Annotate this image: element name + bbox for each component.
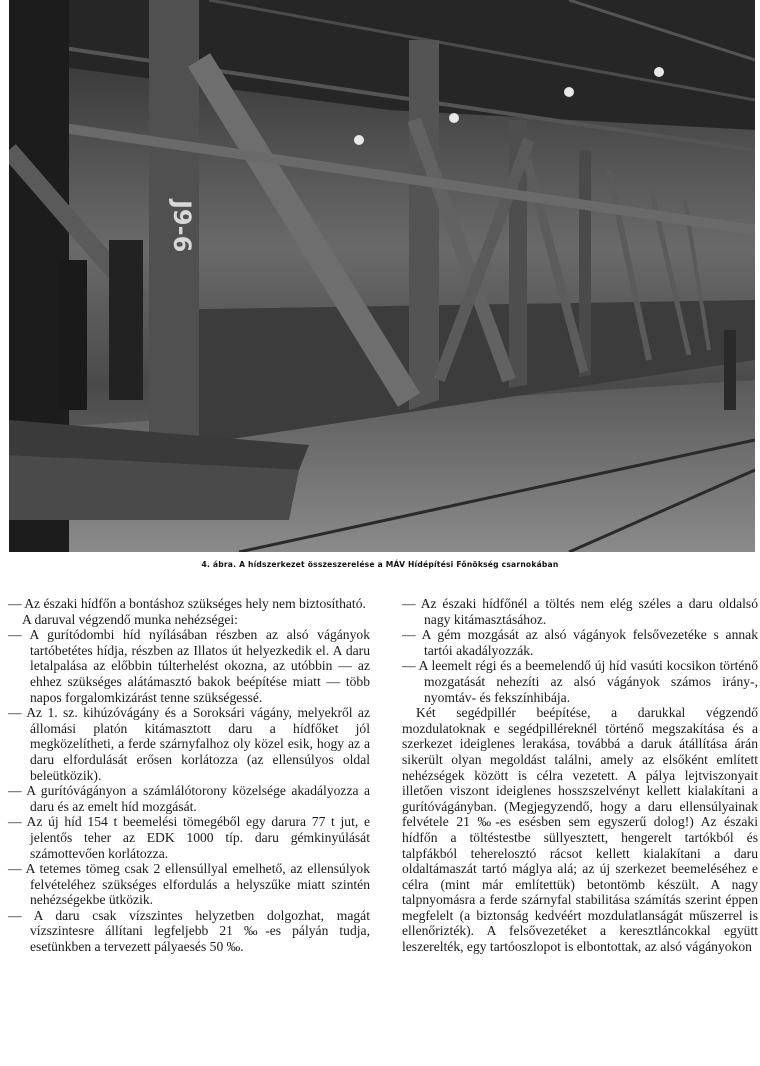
text-column-right [402, 596, 758, 955]
hall-lamp [654, 67, 664, 77]
worker-figure [109, 240, 143, 400]
beam-marking: J9-6 [168, 200, 196, 253]
paragraph: — Az új híd 154 t beemelési tömegéből egy darura 77 t jut, e jelentős teher az EDK 1000 típ. daru gémkinyúlását számottevően korlátozza. [8, 814, 370, 861]
text-column-left [8, 596, 370, 955]
paragraph: — Az északi hídfőn a bontáshoz szükséges hely nem biztosítható. [8, 596, 366, 611]
paragraph: — A tetemes tömeg csak 2 ellensúllyal emelhető, az ellensúlyok felvételéhez szükséges elfordulás a helyszűke miatt szintén nehézségekbe ütközik. [8, 861, 370, 908]
worker-figure [724, 330, 736, 410]
paragraph: — A daru csak vízszintes helyzetben dolgozhat, magát vízszintesre állítani legfeljebb 21 ‰-es pályán tudja, esetünkben a tervezett pályaesés 50 ‰. [8, 907, 370, 955]
assembly-hall-photo [9, 0, 755, 552]
hall-lamp [564, 87, 574, 97]
paragraph: Két segédpillér beépítése, a darukkal végzendő mozdulatoknak e segédpilléreknél történő megszakítása és a szerkezet ideiglenes lerakása, továbbá a daruk átállítása árán sikerült olyan megoldást találni, amely az elsőként említett nehézségek között is célra vezetett. A pálya lejtviszonyait illetően viszont ideiglenes hosszszelvényt kellett kialakítani a gurítóvágányban. (Megjegyzendő, hogy a daru ellensúlyainak felvétele 21 ‰-es esésben sem egyszerű dolog!) Az északi hídfőn a töltéstestbe süllyesztett, hengerelt tartókból és talpfákból teherelosztó rácsot kellett kialakítani a daru oldaltámaszát tartó máglya alá; az új szerkezet beemeléséhez e célra (mint már említettük) betontömb készült. A nagy talpnyomásra a ferde szárnyfal stabilitása számítás szerint éppen megfelelt (a biztonság kedvéért mozdulatlanságát műszerrel is ellenőrizték). A felsővezetéket a keresztláncokkal együtt leszerelték, egy tartóoszlopot is elbontottak, az alsó vágányokon [402, 705, 758, 955]
paragraph: — A gém mozgását az alsó vágányok felsővezetéke s annak tartói akadályozzák. [402, 627, 758, 658]
figure-caption [0, 560, 760, 569]
hall-lamp [354, 135, 364, 145]
worker-figure [59, 260, 87, 410]
paragraph: A daruval végzendő munka nehézségei: [22, 611, 238, 627]
paragraph: — A gurítóvágányon a számlálótorony közelsége akadályozza a daru és az emelt híd mozgását. [8, 783, 370, 814]
paragraph: — A leemelt régi és a beemelendő új híd vasúti kocsikon történő mozgatását nehezíti az alsó vágányok számos irány-, nyomtáv- és fekszínhibája. [402, 658, 758, 705]
hall-lamp [449, 113, 459, 123]
figure-number: 4. ábra. [201, 560, 237, 569]
paragraph: — A gurítódombi híd nyílásában részben az alsó vágányok tartóbetétes hídja, részben az Illatos út helyezkedik el. A daru letalpalása az előbbin túlterhelést okozna, az utóbbin — az ehhez szükséges alátámasztó bakok beépítése miatt — több napos forgalomkizárást tenne szükségessé. [8, 627, 370, 705]
figure-caption-text: A hídszerkezet összeszerelése a MÁV Hídépítési Főnökség csarnokában [239, 560, 559, 569]
paragraph: — Az északi hídfőnél a töltés nem elég széles a daru oldalsó nagy kitámasztásához. [402, 596, 758, 627]
paragraph: — Az 1. sz. kihúzóvágány és a Soroksári vágány, melyekről az állomási platón kitámasztott daru a hídfőket jól megközelítheti, a ferde szárnyfalhoz oly közel esik, hogy az a daru elfordulását erősen korlátozza (az ellensúlyos oldal beleütközik). [8, 705, 370, 783]
